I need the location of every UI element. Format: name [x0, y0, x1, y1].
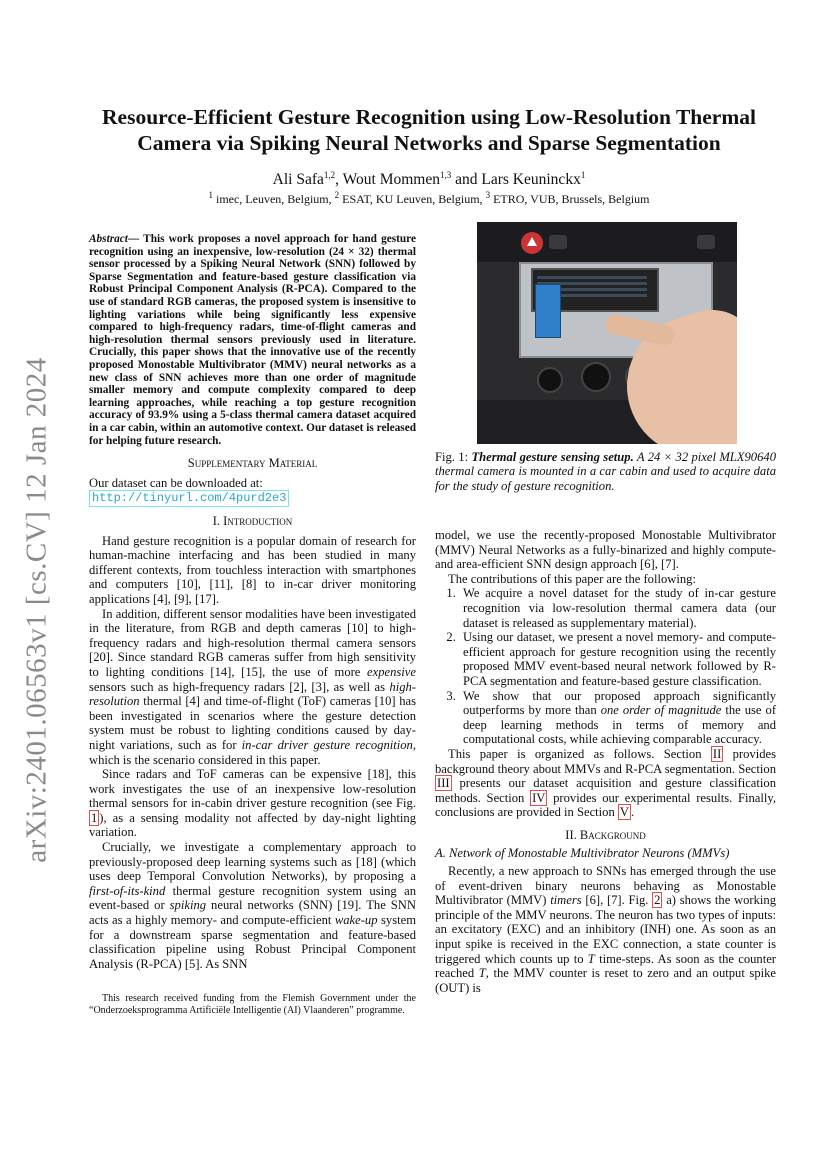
- abstract-body: — This work proposes a novel approach for hand gesture recognition using an inexpensive, low-resolution (24 × 32) thermal sensor processed by a Spiking Neural Network (SNN) followed by Sparse Segmentation and feature-based gesture classification via Robust Principal Component Analysis (R-PCA). Compared to the use of standard RGB cameras, the proposed system is insensitive to lighting variations while being significantly less expensive compared to high-frequency radars, time-of-flight cameras and high-resolution thermal sensors previously used in literature. Crucially, this paper shows that the innovative use of the recently proposed Monostable Multivibrator (MMV) neural networks as a new class of SNN achieves more than one order of magnitude smaller memory and compute complexity compared to deep learning approaches, while reaching a top gesture recognition accuracy of 93.9% using a 5-class thermal camera dataset acquired in a car cabin, within an automotive context. Our dataset is released for helping future research.: [89, 233, 416, 447]
- dataset-link[interactable]: http://tinyurl.com/4purd2e3: [89, 490, 289, 507]
- emphasis: in-car driver gesture recognition: [241, 737, 413, 752]
- control-knob: [581, 362, 611, 392]
- intro-paragraph: [89, 840, 416, 971]
- section-ref-link[interactable]: IV: [532, 790, 546, 805]
- abstract-lead: Abstract: [89, 233, 128, 245]
- title-line-2: Camera via Spiking Neural Networks and Sparse Segmentation: [137, 131, 721, 155]
- author-affil-sup: 1,2: [323, 170, 336, 180]
- text-run: presents our dataset acquisition and gesture classification methods. Section: [435, 776, 776, 805]
- author-list: [60, 170, 798, 189]
- emphasis: expensive: [367, 664, 416, 679]
- text-run: ), as a sensing modality not affected by day-night lighting variation.: [89, 810, 416, 840]
- hazard-button-icon: [521, 232, 543, 254]
- text-run: In addition, different sensor modalities have been investigated in the literature, from RGB and depth cameras [10] to high-frequency radars and high-resolution thermal camera sensors [20]. Since standard RGB cameras suffer from high sensitivity to lighting conditions [14], [15], the use of more: [89, 606, 416, 679]
- body-paragraph: [435, 747, 776, 820]
- supplementary-heading: Supplementary Material: [187, 456, 318, 470]
- caption-label: Fig. 1:: [435, 450, 472, 464]
- text-run: time-steps. As soon as the counter reached: [435, 951, 776, 981]
- introduction-heading: I. Introduction: [212, 514, 293, 528]
- emphasis: one order of magnitude: [600, 703, 722, 718]
- emphasis: first-of-its-kind: [89, 883, 166, 898]
- footnote-text: This research received funding from the Flemish Government under the “Onderzoeksprogramma Artificiële Intelligentie (AI) Vlaanderen” programme.: [89, 993, 416, 1016]
- math-symbol: T: [478, 966, 486, 981]
- right-column-text: [435, 528, 776, 995]
- text-run: , the MMV counter is reset to zero and an output spike (OUT) is: [435, 966, 777, 995]
- list-item: [459, 689, 776, 747]
- author-affil-sup: 1: [580, 170, 586, 180]
- caption-text: A 24 × 32 pixel MLX90640 thermal camera is mounted in a car cabin and used to acquire data for the study of gesture recognition.: [435, 450, 776, 493]
- supplementary-text: Our dataset can be downloaded at:: [89, 475, 263, 490]
- affil-text: ESAT, KU Leuven, Belgium,: [339, 192, 486, 206]
- math-symbol: T: [587, 951, 595, 966]
- text-run: Recently, a new approach to SNNs has emerged through the use of event-driven binary neurons behaving as Monostable Multivibrator (MMV): [435, 864, 776, 908]
- thermal-sensor-board: [535, 284, 561, 338]
- emphasis: high-resolution: [89, 679, 416, 709]
- figure-ref-link[interactable]: 2: [654, 893, 661, 908]
- intro-paragraph: Hand gesture recognition is a popular domain of research for human-machine interfacing and has been studied in many different contexts, from touchless interaction with smartphones and computers [10], [11], [8] to in-car driver monitoring applications [4], [9], [17].: [89, 533, 416, 606]
- text-run: provides background theory about MMVs and R-PCA segmentation. Section: [435, 746, 776, 776]
- background-heading: II. Background: [565, 827, 646, 842]
- text-run: provides our experimental results. Finally, conclusions are provided in Section: [435, 790, 776, 820]
- affil-text: ETRO, VUB, Brussels, Belgium: [490, 192, 650, 206]
- list-item: 1. We acquire a novel dataset for the study of in-car gesture recognition via low-resolution thermal camera data (our dataset is released as supplementary material).: [459, 586, 776, 630]
- emphasis: wake-up: [334, 913, 378, 928]
- author-separator: and: [451, 171, 482, 189]
- contributions-list: [435, 586, 776, 747]
- emphasis: timers: [550, 893, 582, 908]
- title-line-1: Resource-Efficient Gesture Recognition using Low-Resolution Thermal: [102, 105, 756, 129]
- intro-paragraph: [89, 607, 416, 768]
- text-run: neural networks (SNN) [19]. The SNN acts as a highly memory- and compute-efficient: [89, 898, 416, 928]
- author-name: Wout Mommen: [342, 171, 440, 189]
- abstract: [89, 233, 416, 447]
- section-ref-link[interactable]: III: [437, 776, 450, 791]
- text-run: We show that our proposed approach significantly outperforms by more than: [463, 688, 776, 718]
- control-knob: [537, 367, 563, 393]
- text-run: system for a downstream sparse segmentation and feature-based classification pipeline using Robust Principal Component Analysis (R-PCA) [5]. As SNN: [89, 913, 416, 971]
- arxiv-side-stamp: [17, 357, 57, 863]
- figure-caption: [435, 450, 776, 493]
- author-separator: ,: [335, 171, 343, 189]
- author-affil-sup: 1,3: [440, 170, 452, 180]
- text-run: Crucially, we investigate a complementary approach to previously-proposed deep learning systems such as [18] (which uses deep Temporal Convolution Networks), by proposing a: [89, 840, 416, 884]
- funding-footnote: [89, 993, 416, 1016]
- affil-sup: 1: [208, 190, 213, 200]
- emphasis: spiking: [169, 898, 207, 913]
- affil-sup: 2: [334, 190, 340, 200]
- affil-sup: 3: [485, 190, 491, 200]
- text-run: , which is the scenario considered in this paper.: [89, 737, 417, 767]
- affiliations: [60, 190, 798, 207]
- text-run: sensors such as high-frequency radars [2], [3], as well as: [89, 679, 390, 694]
- text-run: .: [631, 805, 635, 820]
- dashboard-button: [549, 235, 567, 249]
- figure-ref-link[interactable]: 1: [91, 810, 98, 825]
- text-run: [6], [7]. Fig.: [581, 893, 653, 908]
- section-ref-link[interactable]: V: [619, 805, 630, 820]
- dashboard-button: [697, 235, 715, 249]
- paper-title: [60, 104, 798, 156]
- body-paragraph: model, we use the recently-proposed Monostable Multivibrator (MMV) Neural Networks as a fully-binarized and highly compute- and area-efficient SNN design approach [6], [7].: [435, 528, 776, 572]
- text-run: a) shows the working principle of the MMV neurons. The neuron has two types of inputs: an excitatory (EXC) and an inhibitory (INH) one. As soon as an input spike is received in the EXC connection, a state counter is triggered which counts up to: [435, 893, 776, 966]
- figure-thermal-setup-photo: [477, 222, 737, 444]
- body-paragraph: The contributions of this paper are the following:: [448, 571, 696, 586]
- text-run: the use of deep learning methods in terms of memory and computational costs, while achieving comparable accuracy.: [463, 703, 777, 747]
- caption-title: Thermal gesture sensing setup.: [471, 450, 634, 464]
- body-paragraph: [435, 864, 776, 995]
- author-name: Lars Keuninckx: [481, 171, 581, 189]
- text-run: Since radars and ToF cameras can be expensive [18], this work investigates the use of an inexpensive low-resolution thermal sensors for in-cabin driver gesture recognition (see Fig.: [89, 767, 416, 811]
- section-ref-link[interactable]: II: [712, 746, 722, 761]
- text-run: This paper is organized as follows. Section: [448, 746, 711, 761]
- supplementary-section: [89, 456, 416, 507]
- introduction-section: [89, 514, 416, 971]
- intro-paragraph: [89, 767, 416, 840]
- text-run: thermal gesture recognition system using an event-based or: [89, 883, 416, 913]
- text-run: thermal [4] and time-of-flight (ToF) cameras [10] has been investigated in scenarios where the gesture detection system must be robust to lighting conditions caused by day-night variations, such as for: [89, 694, 416, 752]
- affil-text: imec, Leuven, Belgium,: [212, 192, 335, 206]
- subsection-heading: A. Network of Monostable Multivibrator Neurons (MMVs): [435, 846, 730, 861]
- arxiv-identifier: arXiv:2401.06563v1 [cs.CV] 12 Jan 2024: [20, 357, 53, 863]
- author-name: Ali Safa: [272, 171, 324, 189]
- list-item: 2. Using our dataset, we present a novel memory- and compute-efficient approach for gesture recognition using the recently proposed MMV event-based neural network followed by R-PCA segmentation and feature-based gesture classification.: [459, 630, 776, 688]
